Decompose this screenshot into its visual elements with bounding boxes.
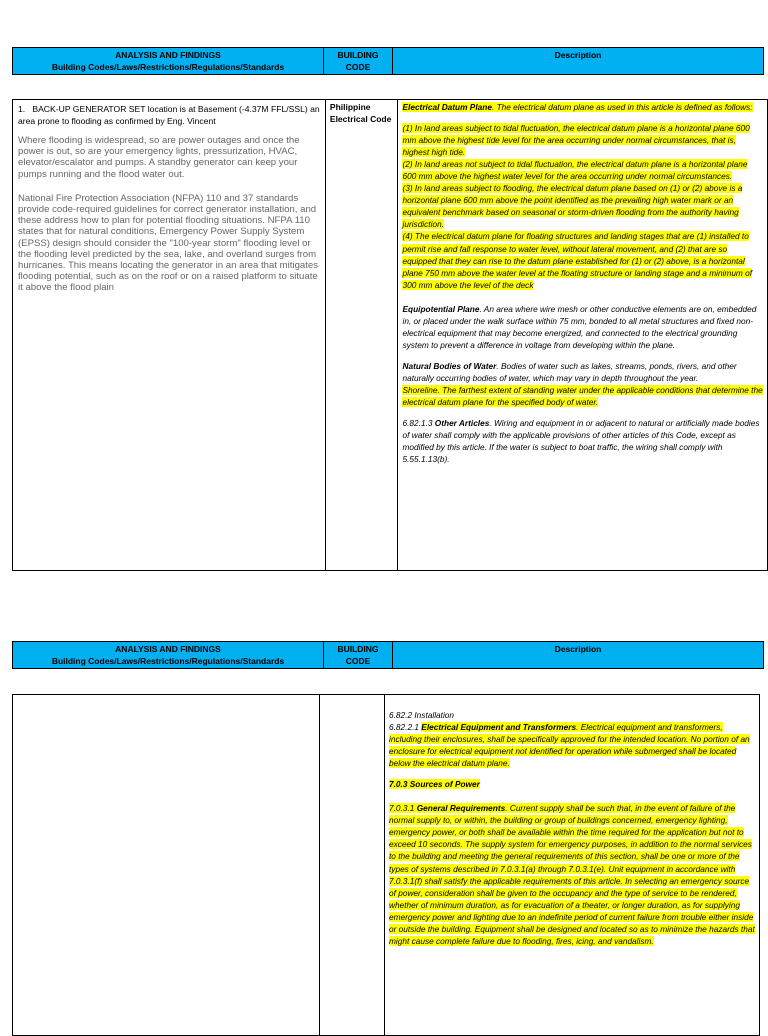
datum-plane-title: Electrical Datum Plane — [402, 102, 492, 112]
general-requirements-text: . Current supply shall be such that, in the event of failure of the normal supply to, or within, the building or group of buildings concerned, emergency lighting, emergency power, or both shall be available within the time required for the application but not to exceed 10 seconds. The supply system for emergency purposes, in addition to the normal services to the building and meeting the general requirements of this section, shall be one or more of the types of systems described in 7.0.3.1(a) through 7.0.3.1(e). Unit equipment in accordance with 7.0.3.1(f) shall satisfy the applicable requirements of this article. In selecting an emergency source of power, consideration shall be given to the occupancy and the type of service to be rendered, whether of minimum duration, as for evacuation of a theater, or longer duration, as for supplying emergency power and lighting due to an indefinite period of current failure from trouble either inside or outside the building. Equipment shall be designed and located so as to minimize the hazards that might cause complete failure due to flooding, fires, icing, and vandalism. — [389, 803, 755, 946]
datum-plane-item-4: (4) The electrical datum plane for floating structures and landing stages that are (1) installed to permit rise and fall response to water level, without lateral movement, and (2) that are so equipped that they can rise to the datum plane established for (1) or (2) above, is a horizontal plane 750 mm above the water level at the floating structure or landing stage and a minimum of 300 mm above the level of the deck — [402, 231, 753, 290]
header-table-1 — [12, 47, 764, 75]
header-analysis-cell — [13, 642, 324, 669]
equipotential-text: . An area where wire mesh or other conductive elements are on, embedded in, or placed under the walk surface within 75 mm, bonded to all metal structures and fixed non-electrical equipment that may become energized, and connected to the electrical grounding system to prevent a difference in voltage from developing within the plane. — [402, 303, 757, 350]
finding-number: 1. — [18, 104, 26, 114]
electrical-equipment-title: Electrical Equipment and Transformers — [421, 722, 577, 733]
other-articles-number: 6.82.1.3 — [402, 418, 435, 429]
findings-table-2 — [12, 694, 760, 1036]
header-building-code-cell — [324, 642, 393, 669]
finding-paragraph-2: National Fire Protection Association (NFPA) 110 and 37 standards provide code-required guidelines for correct generator installation, and these address how to plan for potential flooding situations. NFPA 110 states that for natural conditions, Emergency Power Supply System (EPSS) design should consider the "100-year storm" flooding level or the flooding level predicted by the sea, lake, and overland surges from hurricanes. This means locating the generator in an area that mitigates flooding potential, such as on the roof or on a raised platform to situate it above the flood plain — [18, 192, 319, 294]
other-articles-title: Other Articles — [434, 418, 490, 429]
general-requirements-number: 7.0.3.1 — [389, 803, 417, 814]
header-analysis-subtitle: Building Codes/Laws/Restrictions/Regulations/Standards — [51, 656, 285, 666]
datum-plane-item-3: (3) In land areas subject to flooding, the electrical datum plane based on (1) or (2) above is a horizontal plane 600 mm above the point identified as the prevailing high water mark or an equivalent benchmark based on seasonal or storm-driven flooding from the authority having jurisdiction. — [402, 183, 743, 230]
header-code-label: CODE — [345, 656, 371, 666]
natural-water-title: Natural Bodies of Water — [402, 360, 497, 371]
finding-title-rest: an area prone to flooding as confirmed by Eng. Vincent — [18, 104, 320, 126]
sources-of-power-heading: 7.0.3 Sources of Power — [389, 779, 480, 790]
finding-title: BACK-UP GENERATOR SET location is at Basement (-4.37M FFL/SSL) — [32, 104, 308, 114]
installation-heading: 6.82.2 Installation — [389, 710, 455, 720]
finding-item — [18, 103, 320, 127]
header-description-label: Description — [554, 50, 602, 60]
header-description-cell — [393, 642, 764, 669]
general-requirements-title: General Requirements — [416, 803, 506, 814]
datum-plane-intro: . The electrical datum plane as used in this article is defined as follows: — [491, 102, 753, 112]
other-articles-text: . Wiring and equipment in or adjacent to natural or artificially made bodies of water shall comply with the applicable provisions of other articles of this Code, except as modified by this article. If the water is subject to boat traffic, the wiring shall comply with 5.55.1.13(b). — [402, 418, 760, 465]
description-cell — [385, 695, 760, 1036]
building-code-text: Philippine Electrical Code — [329, 102, 392, 124]
finding-cell — [13, 695, 320, 1036]
header-description-cell — [393, 48, 764, 75]
findings-table-1 — [12, 99, 768, 571]
description-cell — [398, 100, 768, 571]
header-analysis-title: ANALYSIS AND FINDINGS — [115, 50, 221, 60]
header-building-label: BUILDING — [337, 644, 379, 654]
table-row — [13, 695, 760, 1036]
header-code-label: CODE — [345, 62, 371, 72]
header-analysis-cell — [13, 48, 324, 75]
finding-cell — [13, 100, 326, 571]
header-description-label: Description — [554, 644, 602, 654]
electrical-equipment-number: 6.82.2.1 — [389, 722, 422, 733]
datum-plane-item-2: (2) In land areas not subject to tidal fluctuation, the electrical datum plane is a horizontal plane 600 mm above the highest water level for the area occurring under normal circumstances. — [402, 159, 748, 182]
header-table-2 — [12, 641, 764, 669]
header-building-code-cell — [324, 48, 393, 75]
building-code-cell — [320, 695, 385, 1036]
natural-water-text: . Bodies of water such as lakes, streams, ponds, rivers, and other naturally occurring bodies of water, which may vary in depth throughout the year. — [402, 360, 737, 383]
header-analysis-title: ANALYSIS AND FINDINGS — [115, 644, 221, 654]
header-analysis-subtitle: Building Codes/Laws/Restrictions/Regulations/Standards — [51, 62, 285, 72]
shoreline-text: Shoreline. The farthest extent of standing water under the applicable conditions that determine the electrical datum plane for the specified body of water. — [402, 384, 763, 408]
finding-paragraph-1: Where flooding is widespread, so are power outages and once the power is out, so are your emergency lights, pressurization, HVAC, elevator/escalator and pumps. A standby generator can keep your pumps running and the flood water out. — [18, 135, 300, 180]
header-building-label: BUILDING — [337, 50, 379, 60]
electrical-equipment-text: . Electrical equipment and transformers, including their enclosures, shall be specifically approved for the intended location. No portion of an enclosure for electrical equipment not identified for operation while submerged shall be located below the electrical datum plane. — [389, 722, 750, 769]
datum-plane-item-1: (1) In land areas subject to tidal fluctuation, the electrical datum plane is a horizontal plane 600 mm above the highest tide level for the area occurring under normal circumstances, that is, highest high tide. — [402, 123, 750, 158]
table-row — [13, 100, 768, 571]
equipotential-title: Equipotential Plane — [402, 303, 480, 314]
building-code-cell — [325, 100, 398, 571]
